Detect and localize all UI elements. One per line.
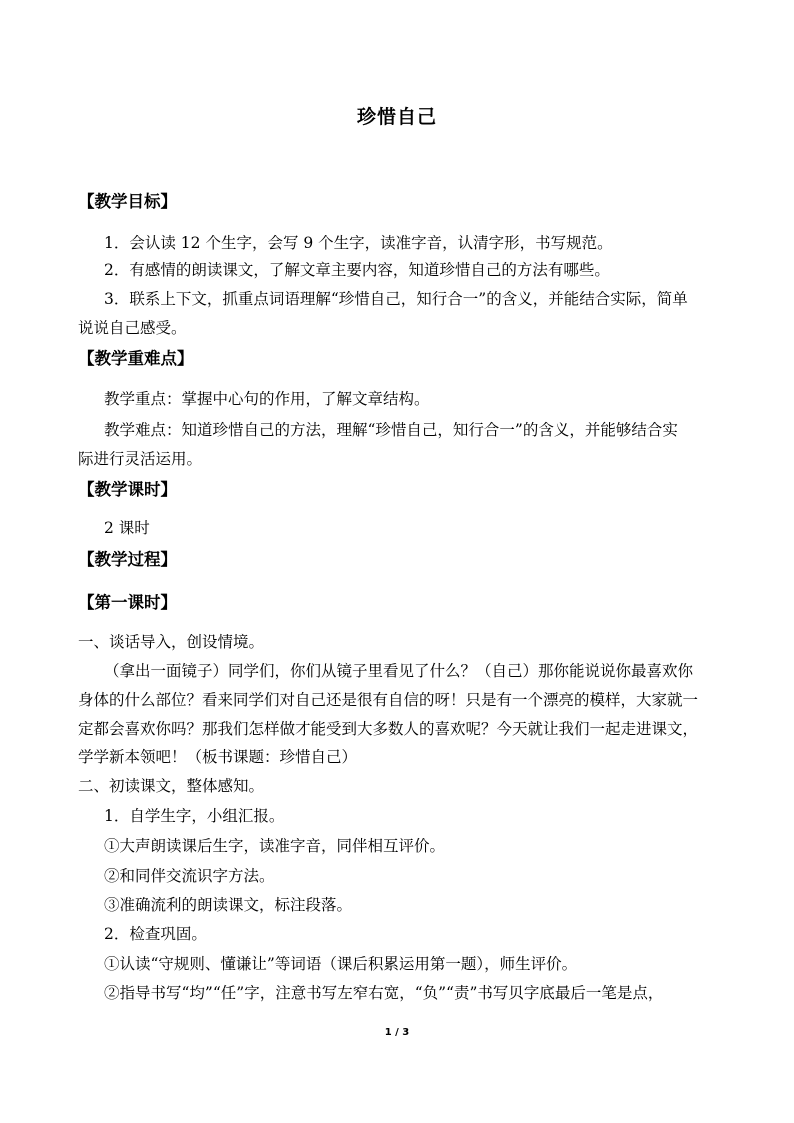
key-point-line-1: 教学重点：掌握中心句的作用，了解文章结构。 [104,390,430,408]
key-point-line-3: 际进行灵活运用。 [78,450,203,468]
objective-line-1: 1．会认读 12 个生字，会写 9 个生字，读准字音，认清字形，书写规范。 [104,234,613,252]
objective-line-3: 3．联系上下文，抓重点词语理解“珍惜自己，知行合一”的含义，并能结合实际，简单 [104,290,688,308]
section-heading-first-lesson: 【第一课时】 [78,593,177,612]
hours-line: 2 课时 [104,519,150,537]
lesson-line-13: ②指导书写“均”“任”字，注意书写左窄右宽，“负”“责”书写贝字底最后一笔是点， [104,984,664,1002]
lesson-line-9: ②和同伴交流识字方法。 [104,867,275,885]
objective-line-2: 2．有感情的朗读课文，了解文章主要内容，知道珍惜自己的方法有哪些。 [104,261,610,279]
document-title: 珍惜自己 [356,106,437,128]
objective-line-4: 说说自己感受。 [78,319,187,337]
section-heading-hours: 【教学课时】 [78,480,177,499]
section-heading-key-points: 【教学重难点】 [78,349,194,368]
lesson-line-2: （拿出一面镜子）同学们，你们从镜子里看见了什么？（自己）那你能说说你最喜欢你 [104,662,694,680]
lesson-line-11: 2．检查巩固。 [104,925,207,943]
lesson-line-1: 一、谈话导入，创设情境。 [78,633,265,651]
lesson-line-3: 身体的什么部位？看来同学们对自己还是很有自信的呀！只是有一个漂亮的模样，大家就一 [78,691,699,709]
lesson-line-10: ③准确流利的朗读课文，标注段落。 [104,896,353,914]
section-heading-objectives: 【教学目标】 [78,192,177,211]
key-point-line-2: 教学难点：知道珍惜自己的方法，理解“珍惜自己，知行合一”的含义，并能够结合实 [104,421,678,439]
lesson-line-4: 定都会喜欢你吗？那我们怎样做才能受到大多数人的喜欢呢？今天就让我们一起走进课文， [78,720,699,738]
lesson-line-8: ①大声朗读课后生字，读准字音，同伴相互评价。 [104,837,446,855]
lesson-line-12: ①认读“守规则、懂谦让”等词语（课后积累运用第一题），师生评价。 [104,955,578,973]
lesson-line-6: 二、初读课文，整体感知。 [78,777,265,795]
lesson-line-5: 学学新本领吧！（板书课题：珍惜自己） [78,748,358,766]
page-number: 1 / 3 [384,1027,410,1038]
lesson-line-7: 1．自学生字，小组汇报。 [104,807,285,825]
section-heading-process: 【教学过程】 [78,550,177,569]
